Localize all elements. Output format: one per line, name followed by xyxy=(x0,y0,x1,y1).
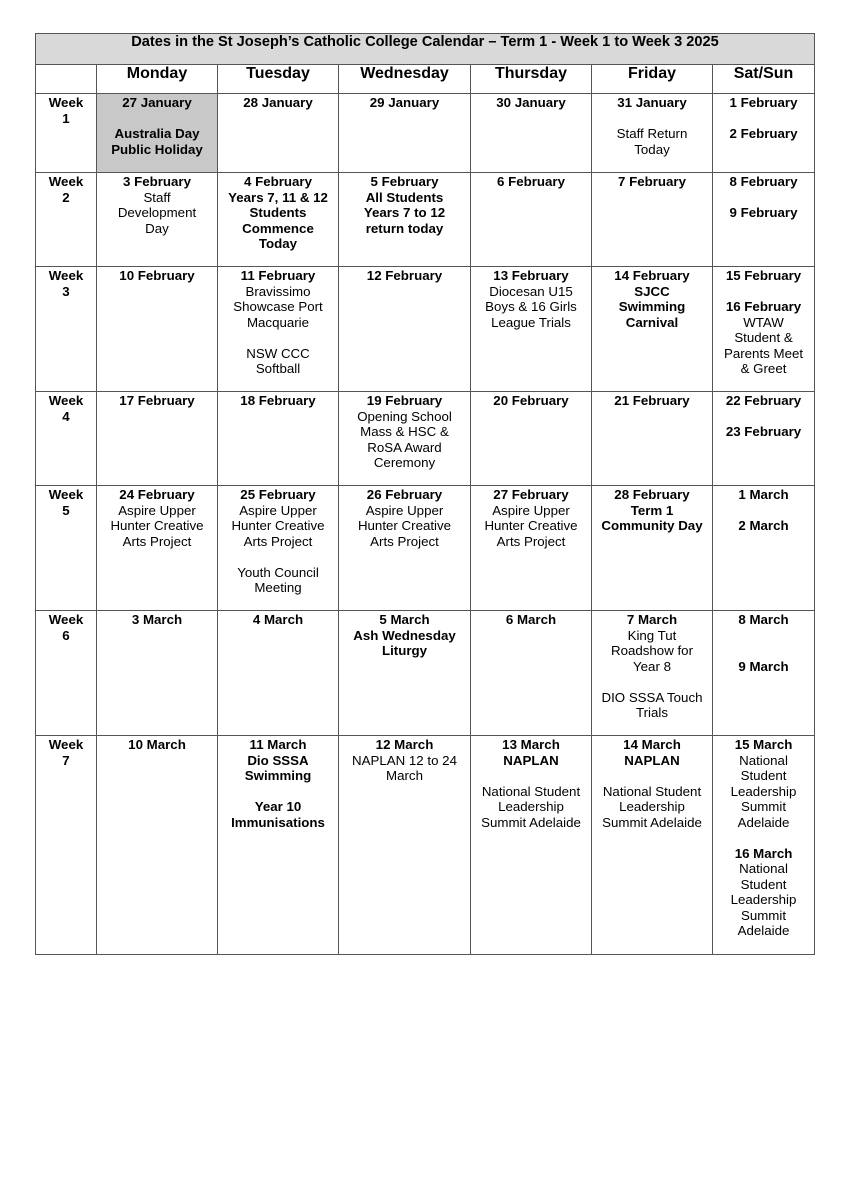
event-text: National xyxy=(739,752,788,768)
date-label: 4 March xyxy=(252,612,304,627)
week-label-text: Week xyxy=(48,268,84,283)
event-text: Ceremony xyxy=(373,455,436,470)
event-text: Hunter Creative xyxy=(110,518,204,533)
date-label: 25 February xyxy=(240,487,316,502)
day-cell-wednesday xyxy=(339,392,471,486)
day-header-weekend: Sat/Sun xyxy=(713,65,815,94)
week-label-text: 4 xyxy=(62,408,70,424)
date-label: 13 February xyxy=(493,268,569,283)
event-text: 2 March xyxy=(738,518,789,533)
event-text: Leadership xyxy=(730,783,797,799)
week-row xyxy=(36,611,815,736)
event-text: Aspire Upper xyxy=(492,502,570,518)
day-cell-friday xyxy=(592,611,713,736)
week-label xyxy=(36,267,97,392)
event-text: Dio SSSA xyxy=(247,752,309,768)
event-text: Arts Project xyxy=(243,533,313,549)
day-cell-thursday xyxy=(471,611,592,736)
event-text: Swimming xyxy=(618,299,686,314)
day-cell-thursday xyxy=(471,486,592,611)
event-text: National xyxy=(739,861,788,876)
week-label xyxy=(36,611,97,736)
event-text: Ash Wednesday xyxy=(353,627,456,643)
day-header-wednesday: Wednesday xyxy=(339,65,471,94)
date-label: 24 February xyxy=(119,487,195,502)
event-text: NAPLAN 12 to 24 xyxy=(352,752,457,768)
day-cell-monday xyxy=(97,392,218,486)
date-label: 5 March xyxy=(379,612,430,627)
date-label: 6 February xyxy=(497,174,565,189)
event-text: Liturgy xyxy=(381,643,428,658)
day-cell-wednesday xyxy=(339,736,471,955)
event-text: Carnival xyxy=(625,314,679,330)
event-text: Student xyxy=(740,768,787,783)
day-cell-tuesday xyxy=(218,611,339,736)
event-text: 9 February xyxy=(729,205,798,220)
event-text: Year 10 xyxy=(254,799,302,814)
spacer xyxy=(595,768,709,784)
event-text: Hunter Creative xyxy=(231,518,325,533)
date-label: 7 February xyxy=(618,174,686,189)
event-text: Leadership xyxy=(730,892,797,907)
event-text: Staff Return xyxy=(616,126,688,141)
event-text: All Students xyxy=(365,189,444,205)
week-label-text: 3 xyxy=(62,283,70,299)
event-text: Term 1 xyxy=(630,502,674,518)
spacer xyxy=(221,330,335,346)
day-cell-thursday xyxy=(471,392,592,486)
event-text: Summit Adelaide xyxy=(602,814,702,830)
event-text: Summit xyxy=(740,799,787,814)
event-text: Hunter Creative xyxy=(484,518,578,533)
date-label: 10 February xyxy=(119,268,195,283)
week-label-text: Week xyxy=(48,487,84,502)
event-text: Roadshow for xyxy=(610,643,694,658)
day-cell-tuesday xyxy=(218,486,339,611)
week-label-text: 7 xyxy=(62,752,70,768)
event-text: 16 February xyxy=(725,299,802,314)
week-label-text: 5 xyxy=(62,502,70,518)
calendar-body xyxy=(36,94,815,955)
event-text: 9 March xyxy=(738,658,789,674)
day-cell-monday xyxy=(97,736,218,955)
week-label-text: Week xyxy=(48,737,84,752)
day-cell-friday xyxy=(592,173,713,267)
date-label: 6 March xyxy=(505,612,557,627)
day-cell-weekend xyxy=(713,392,815,486)
spacer xyxy=(595,674,709,690)
event-text: Years 7 to 12 xyxy=(363,205,446,220)
date-label: 11 February xyxy=(240,268,316,283)
event-text: Arts Project xyxy=(122,533,192,549)
date-label: 22 February xyxy=(725,393,802,408)
event-text: Students xyxy=(249,205,307,220)
day-cell-weekend xyxy=(713,611,815,736)
week-label-text: Week xyxy=(48,95,84,110)
event-text: Adelaide xyxy=(737,814,790,830)
event-text: Boys & 16 Girls xyxy=(485,299,577,314)
day-cell-tuesday xyxy=(218,736,339,955)
event-text: Aspire Upper xyxy=(239,502,317,518)
event-text: Australia Day xyxy=(114,126,200,141)
event-text: Years 7, 11 & 12 xyxy=(228,189,328,205)
date-label: 12 February xyxy=(366,268,443,283)
week-row xyxy=(36,173,815,267)
week-row xyxy=(36,736,815,955)
day-cell-weekend xyxy=(713,267,815,392)
spacer xyxy=(716,190,811,206)
event-text: WTAW xyxy=(743,314,784,330)
corner-cell xyxy=(36,65,97,94)
event-text: Bravissimo xyxy=(245,283,311,299)
date-label: 3 March xyxy=(131,612,183,627)
day-cell-monday xyxy=(97,611,218,736)
date-label: 31 January xyxy=(617,95,687,110)
event-text: NSW CCC xyxy=(246,345,310,361)
event-text: March xyxy=(386,768,423,783)
day-cell-weekend xyxy=(713,736,815,955)
event-text: Arts Project xyxy=(370,533,439,549)
event-text: NAPLAN xyxy=(503,752,559,768)
event-text: Today xyxy=(634,141,670,157)
spacer xyxy=(716,830,811,846)
event-text: Community Day xyxy=(601,518,703,533)
date-label: 1 March xyxy=(738,487,789,502)
week-label xyxy=(36,173,97,267)
event-text: Youth Council xyxy=(237,564,319,580)
calendar-table xyxy=(35,33,815,955)
day-cell-friday xyxy=(592,392,713,486)
date-label: 7 March xyxy=(626,612,678,627)
event-text: Trials xyxy=(635,705,668,720)
week-label xyxy=(36,736,97,955)
day-header-friday: Friday xyxy=(592,65,713,94)
day-cell-friday xyxy=(592,94,713,173)
week-label-text: 6 xyxy=(62,627,70,643)
event-text: NAPLAN xyxy=(624,752,680,768)
event-text: 16 March xyxy=(734,845,793,861)
spacer xyxy=(716,409,811,425)
event-text: Aspire Upper xyxy=(365,502,444,518)
date-label: 15 February xyxy=(725,268,802,283)
week-row xyxy=(36,486,815,611)
day-header-row xyxy=(36,65,815,94)
event-text: Development xyxy=(117,205,197,220)
event-text: SJCC xyxy=(634,283,670,299)
week-label xyxy=(36,94,97,173)
week-label-text: 2 xyxy=(62,189,70,205)
day-header-thursday: Thursday xyxy=(471,65,592,94)
event-text: Hunter Creative xyxy=(357,518,452,533)
day-cell-thursday xyxy=(471,736,592,955)
date-label: 28 January xyxy=(243,95,313,110)
event-text: Aspire Upper xyxy=(118,502,196,518)
date-label: 5 February xyxy=(370,174,439,189)
week-label-text: 1 xyxy=(62,110,70,126)
spacer xyxy=(221,549,335,565)
day-cell-wednesday xyxy=(339,267,471,392)
spacer xyxy=(595,111,709,127)
spacer xyxy=(716,503,811,519)
event-text: Macquarie xyxy=(246,314,310,330)
date-label: 13 March xyxy=(502,737,560,752)
event-text: Adelaide xyxy=(737,923,790,938)
date-label: 1 February xyxy=(729,95,798,110)
date-label: 18 February xyxy=(240,393,316,408)
spacer xyxy=(716,284,811,300)
week-row xyxy=(36,392,815,486)
event-text: National Student xyxy=(602,783,702,799)
event-text: Commence xyxy=(242,220,314,236)
spacer xyxy=(474,768,588,784)
event-text: National Student xyxy=(481,783,581,799)
date-label: 30 January xyxy=(496,95,566,110)
day-cell-monday xyxy=(97,173,218,267)
date-label: 14 March xyxy=(623,737,681,752)
week-row xyxy=(36,94,815,173)
week-label-text: Week xyxy=(48,393,84,408)
date-label: 26 February xyxy=(366,487,443,502)
day-cell-wednesday xyxy=(339,486,471,611)
day-cell-tuesday xyxy=(218,173,339,267)
spacer xyxy=(221,784,335,800)
date-label: 11 March xyxy=(249,737,307,752)
event-text: Summit Adelaide xyxy=(481,814,581,830)
week-label xyxy=(36,392,97,486)
date-label: 21 February xyxy=(614,393,690,408)
event-text: Summit xyxy=(740,907,787,923)
day-cell-monday xyxy=(97,94,218,173)
event-text: Student & xyxy=(734,330,793,345)
date-label: 14 February xyxy=(614,268,690,283)
calendar-title: Dates in the St Joseph’s Catholic College Calendar – Term 1 - Week 1 to Week 3 2025 xyxy=(36,34,815,65)
event-text: King Tut xyxy=(627,627,677,643)
event-text: Arts Project xyxy=(496,533,566,549)
day-cell-thursday xyxy=(471,267,592,392)
day-cell-tuesday xyxy=(218,94,339,173)
day-cell-tuesday xyxy=(218,392,339,486)
event-text: Opening School xyxy=(357,408,452,424)
spacer xyxy=(716,111,811,127)
event-text: Leadership xyxy=(619,799,685,814)
day-cell-tuesday xyxy=(218,267,339,392)
date-label: 3 February xyxy=(123,174,191,189)
event-text: Staff xyxy=(143,189,171,205)
day-header-monday: Monday xyxy=(97,65,218,94)
day-cell-wednesday xyxy=(339,611,471,736)
day-cell-thursday xyxy=(471,94,592,173)
day-cell-friday xyxy=(592,736,713,955)
event-text: return today xyxy=(365,220,444,236)
day-cell-thursday xyxy=(471,173,592,267)
spacer xyxy=(100,111,214,127)
event-text: RoSA Award xyxy=(367,439,442,455)
event-text: Parents Meet xyxy=(723,345,804,361)
day-cell-friday xyxy=(592,486,713,611)
event-text: 2 February xyxy=(729,126,798,141)
date-label: 17 February xyxy=(119,393,195,408)
date-label: 27 February xyxy=(493,487,569,502)
date-label: 28 February xyxy=(614,487,690,502)
event-text: 23 February xyxy=(725,424,802,439)
date-label: 8 February xyxy=(729,174,798,189)
day-cell-monday xyxy=(97,267,218,392)
event-text: Swimming xyxy=(244,768,312,783)
event-text: Softball xyxy=(255,361,301,376)
date-label: 4 February xyxy=(244,174,312,189)
event-text: Public Holiday xyxy=(111,141,203,157)
date-label: 8 March xyxy=(738,612,789,627)
spacer xyxy=(716,643,811,659)
date-label: 27 January xyxy=(122,95,192,110)
event-text: League Trials xyxy=(491,314,571,330)
event-text: Meeting xyxy=(254,580,302,595)
event-text: Showcase Port xyxy=(233,299,323,314)
date-label: 15 March xyxy=(734,737,793,752)
day-cell-friday xyxy=(592,267,713,392)
date-label: 12 March xyxy=(375,737,434,752)
event-text: Mass & HSC & xyxy=(360,424,449,439)
spacer xyxy=(716,628,811,644)
date-label: 20 February xyxy=(493,393,569,408)
event-text: Student xyxy=(740,876,787,892)
date-label: 10 March xyxy=(128,737,186,752)
day-cell-weekend xyxy=(713,94,815,173)
day-cell-wednesday xyxy=(339,94,471,173)
date-label: 19 February xyxy=(366,393,443,408)
event-text: DIO SSSA Touch xyxy=(601,689,703,705)
day-cell-weekend xyxy=(713,486,815,611)
event-text: Immunisations xyxy=(231,814,325,830)
day-cell-monday xyxy=(97,486,218,611)
event-text: Today xyxy=(258,236,298,251)
day-header-tuesday: Tuesday xyxy=(218,65,339,94)
date-label: 29 January xyxy=(369,95,440,110)
week-label-text: Week xyxy=(48,612,84,627)
day-cell-weekend xyxy=(713,173,815,267)
event-text: Diocesan U15 xyxy=(489,283,573,299)
week-label xyxy=(36,486,97,611)
event-text: Leadership xyxy=(498,799,564,814)
day-cell-wednesday xyxy=(339,173,471,267)
event-text: Day xyxy=(145,220,169,236)
week-row xyxy=(36,267,815,392)
event-text: & Greet xyxy=(740,361,787,376)
week-label-text: Week xyxy=(48,174,84,189)
event-text: Year 8 xyxy=(633,658,671,674)
